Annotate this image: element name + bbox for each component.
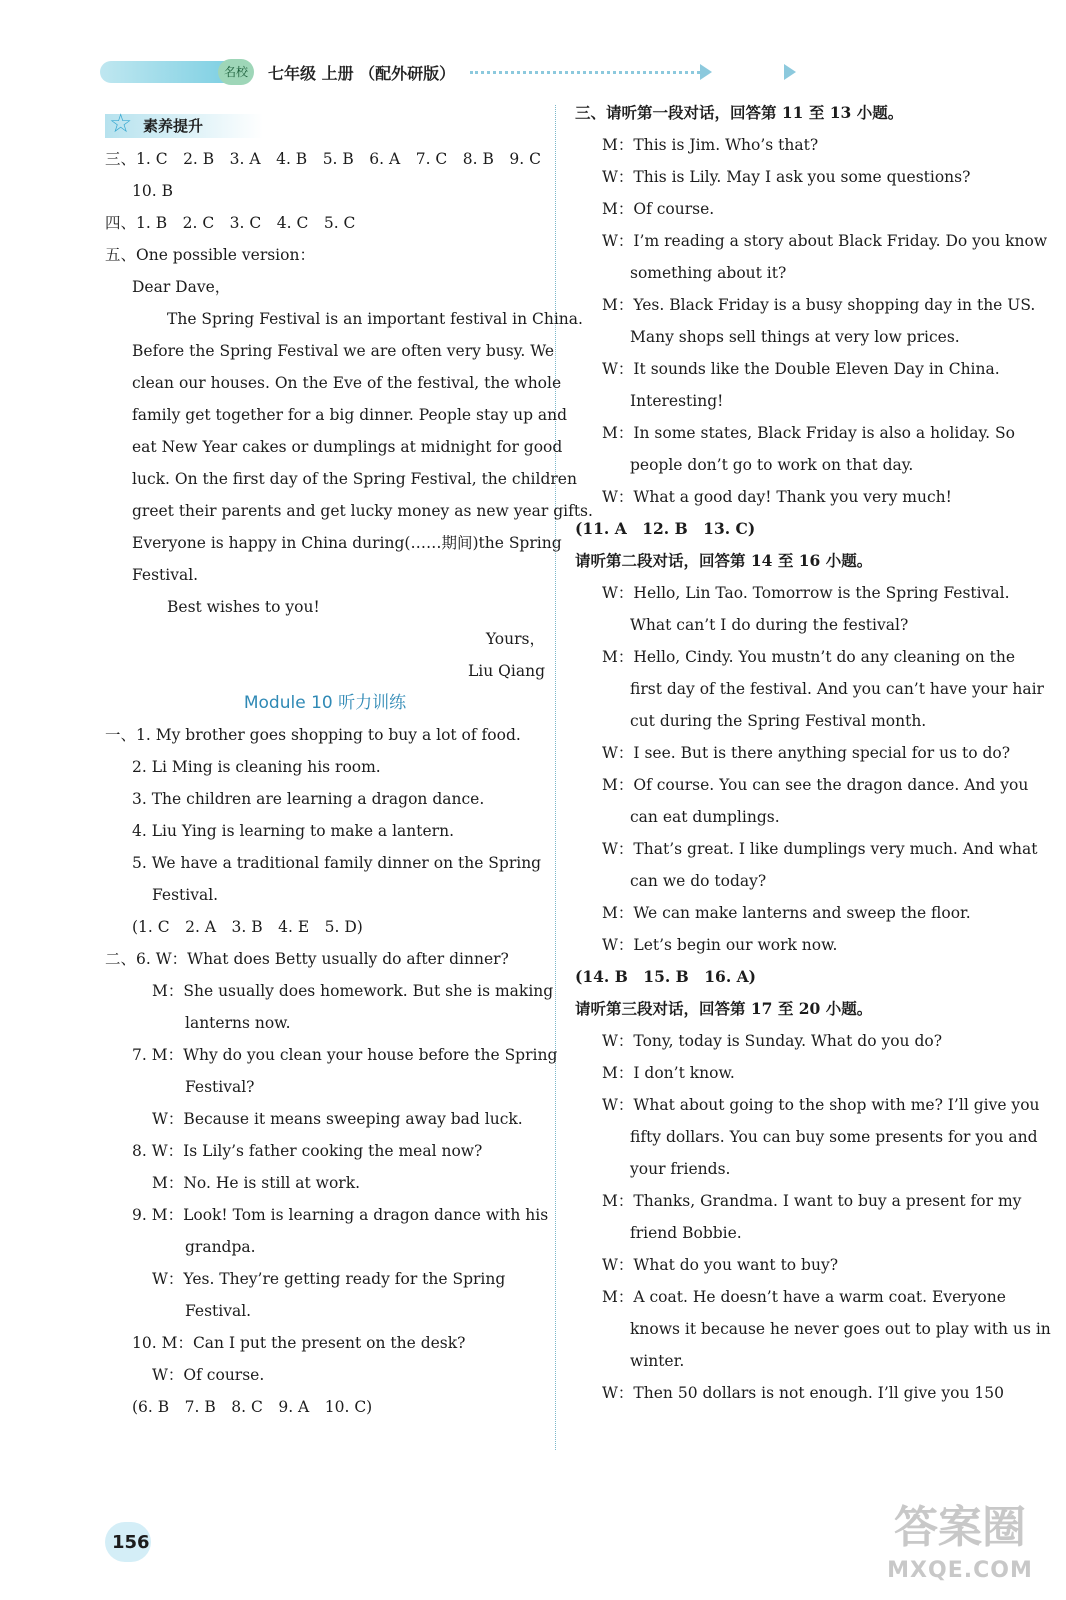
dialogue-line: can we do today? bbox=[630, 872, 767, 890]
listening-line: M：She usually does homework. But she is making bbox=[152, 982, 554, 1000]
dialogue-line: M：Of course. You can see the dragon dance. And you bbox=[602, 776, 1029, 794]
listening-line: 5. We have a traditional family dinner on the Spring bbox=[132, 854, 542, 872]
dialogue-line: W：Let’s begin our work now. bbox=[602, 936, 838, 954]
dialogue-line: friend Bobbie. bbox=[630, 1224, 742, 1242]
header-dotted-line bbox=[470, 71, 700, 74]
dialogue-line: W：What do you want to buy? bbox=[602, 1256, 839, 1274]
letter-line: Before the Spring Festival we are often very busy. We bbox=[132, 342, 555, 360]
watermark-logo: 答案圈 bbox=[894, 1502, 1026, 1553]
answer-line: 五、One possible version： bbox=[105, 246, 315, 264]
header-logo: 名校 bbox=[218, 59, 254, 85]
letter-line: The Spring Festival is an important festival in China. bbox=[167, 310, 583, 328]
star-icon: ☆ bbox=[109, 109, 133, 139]
dialogue-line: M：I don’t know. bbox=[602, 1064, 735, 1082]
page-header bbox=[100, 55, 720, 91]
dialogue-line: W：What a good day! Thank you very much! bbox=[602, 488, 952, 506]
listening-line: 3. The children are learning a dragon dance. bbox=[132, 790, 485, 808]
header-arrow-icon bbox=[700, 64, 712, 80]
dialogue-line: M：This is Jim. Who’s that? bbox=[602, 136, 819, 154]
dialogue-line: W：I’m reading a story about Black Friday. Do you know bbox=[602, 232, 1048, 250]
module-title: Module 10 听力训练 bbox=[243, 693, 407, 713]
listening-line: 4. Liu Ying is learning to make a lantern. bbox=[132, 822, 455, 840]
dialogue-line: W：Then 50 dollars is not enough. I’ll give you 150 bbox=[602, 1384, 1004, 1402]
dialogue-line: Many shops sell things at very low prices. bbox=[630, 328, 960, 346]
dialogue-line: W：I see. But is there anything special for us to do? bbox=[602, 744, 1011, 762]
section-badge bbox=[105, 109, 263, 139]
right-column bbox=[575, 97, 1051, 1409]
letter-signature: Liu Qiang bbox=[468, 662, 545, 680]
listening-line: W：Yes. They’re getting ready for the Spring bbox=[152, 1270, 506, 1288]
dialogue-line: M：Of course. bbox=[602, 200, 715, 218]
answer-line: 四、1. B 2. C 3. C 4. C 5. C bbox=[105, 214, 356, 232]
dialogue-line: M：Hello, Cindy. You mustn’t do any cleaning on the bbox=[602, 648, 1016, 666]
letter-line: luck. On the first day of the Spring Festival, the children bbox=[132, 470, 577, 488]
listening-line: Festival. bbox=[185, 1302, 252, 1320]
dialogue-line: W：What about going to the shop with me? I’ll give you bbox=[602, 1096, 1040, 1114]
dialogue-line: W：That’s great. I like dumplings very much. And what bbox=[602, 840, 1038, 858]
listening-line: 8. W：Is Lily’s father cooking the meal now? bbox=[132, 1142, 483, 1160]
dialogue-line: fifty dollars. You can buy some presents for you and bbox=[630, 1128, 1038, 1146]
listening-line: 9. M：Look! Tom is learning a dragon dance with his bbox=[132, 1206, 549, 1224]
listening-line: Festival? bbox=[185, 1078, 255, 1096]
section-badge-row bbox=[105, 110, 545, 143]
answer-line: 10. B bbox=[132, 182, 173, 200]
dialogue-line: M：In some states, Black Friday is also a holiday. So bbox=[602, 424, 1015, 442]
listening-answers: (6. B 7. B 8. C 9. A 10. C) bbox=[132, 1398, 373, 1416]
listening-line: lanterns now. bbox=[185, 1014, 291, 1032]
header-decoration-band bbox=[100, 61, 230, 83]
letter-closing: Best wishes to you! bbox=[167, 598, 320, 616]
listening-line: 二、6. W：What does Betty usually do after dinner? bbox=[105, 950, 509, 968]
listening-line: M：No. He is still at work. bbox=[152, 1174, 361, 1192]
dialogue-line: What can’t I do during the festival? bbox=[630, 616, 909, 634]
listening-line: W：Because it means sweeping away bad luck. bbox=[152, 1110, 523, 1128]
section-heading: 请听第三段对话，回答第 17 至 20 小题。 bbox=[575, 999, 873, 1018]
dialogue-line: W：Hello, Lin Tao. Tomorrow is the Spring Festival. bbox=[602, 584, 1010, 602]
letter-line: family get together for a big dinner. People stay up and bbox=[132, 406, 568, 424]
dialogue-answers: (11. A 12. B 13. C) bbox=[575, 519, 756, 538]
letter-line: greet their parents and get lucky money as new year gifts. bbox=[132, 502, 593, 520]
dialogue-line: M：Yes. Black Friday is a busy shopping day in the US. bbox=[602, 296, 1036, 314]
dialogue-line: cut during the Spring Festival month. bbox=[630, 712, 927, 730]
watermark-url: MXQE.COM bbox=[887, 1558, 1033, 1583]
answer-line: 三、1. C 2. B 3. A 4. B 5. B 6. A 7. C 8. B 9. C bbox=[105, 150, 541, 168]
letter-line: clean our houses. On the Eve of the festival, the whole bbox=[132, 374, 562, 392]
dialogue-line: first day of the festival. And you can’t have your hair bbox=[630, 680, 1044, 698]
dialogue-line: W：Tony, today is Sunday. What do you do? bbox=[602, 1032, 943, 1050]
dialogue-line: W：It sounds like the Double Eleven Day in China. bbox=[602, 360, 1000, 378]
section-heading: 三、请听第一段对话，回答第 11 至 13 小题。 bbox=[575, 103, 904, 122]
dialogue-line: M：We can make lanterns and sweep the floor. bbox=[602, 904, 971, 922]
dialogue-answers: (14. B 15. B 16. A) bbox=[575, 967, 756, 986]
letter-line: Everyone is happy in China during(……期间)the Spring bbox=[132, 534, 562, 552]
header-arrow-icon bbox=[784, 64, 796, 80]
dialogue-line: your friends. bbox=[630, 1160, 731, 1178]
dialogue-line: winter. bbox=[630, 1352, 685, 1370]
dialogue-line: M：Thanks, Grandma. I want to buy a present for my bbox=[602, 1192, 1022, 1210]
dialogue-line: people don’t go to work on that day. bbox=[630, 456, 914, 474]
listening-line: W：Of course. bbox=[152, 1366, 265, 1384]
dialogue-line: M：A coat. He doesn’t have a warm coat. Everyone bbox=[602, 1288, 1006, 1306]
listening-line: 10. M：Can I put the present on the desk? bbox=[132, 1334, 466, 1352]
dialogue-line: something about it? bbox=[630, 264, 787, 282]
letter-sign-off: Yours， bbox=[485, 630, 545, 648]
listening-line: 一、1. My brother goes shopping to buy a lot of food. bbox=[105, 726, 521, 744]
listening-line: 2. Li Ming is cleaning his room. bbox=[132, 758, 381, 776]
dialogue-line: Interesting! bbox=[630, 392, 724, 410]
letter-line: eat New Year cakes or dumplings at midnight for good bbox=[132, 438, 563, 456]
dialogue-line: W：This is Lily. May I ask you some questions? bbox=[602, 168, 971, 186]
letter-line: Festival. bbox=[132, 566, 199, 584]
listening-answers: (1. C 2. A 3. B 4. E 5. D) bbox=[132, 918, 363, 936]
listening-line: 7. M：Why do you clean your house before the Spring bbox=[132, 1046, 558, 1064]
dialogue-line: knows it because he never goes out to play with us in bbox=[630, 1320, 1051, 1338]
listening-line: Festival. bbox=[152, 886, 219, 904]
page-number: 156 bbox=[112, 1532, 150, 1553]
section-heading: 请听第二段对话，回答第 14 至 16 小题。 bbox=[575, 551, 873, 570]
header-title: 七年级 上册 （配外研版） bbox=[268, 64, 456, 83]
letter-salutation: Dear Dave， bbox=[132, 278, 231, 296]
section-badge-label: 素养提升 bbox=[143, 117, 204, 135]
listening-line: grandpa. bbox=[185, 1238, 256, 1256]
dialogue-line: can eat dumplings. bbox=[630, 808, 780, 826]
watermark bbox=[860, 1500, 1060, 1595]
left-column bbox=[105, 109, 593, 1423]
